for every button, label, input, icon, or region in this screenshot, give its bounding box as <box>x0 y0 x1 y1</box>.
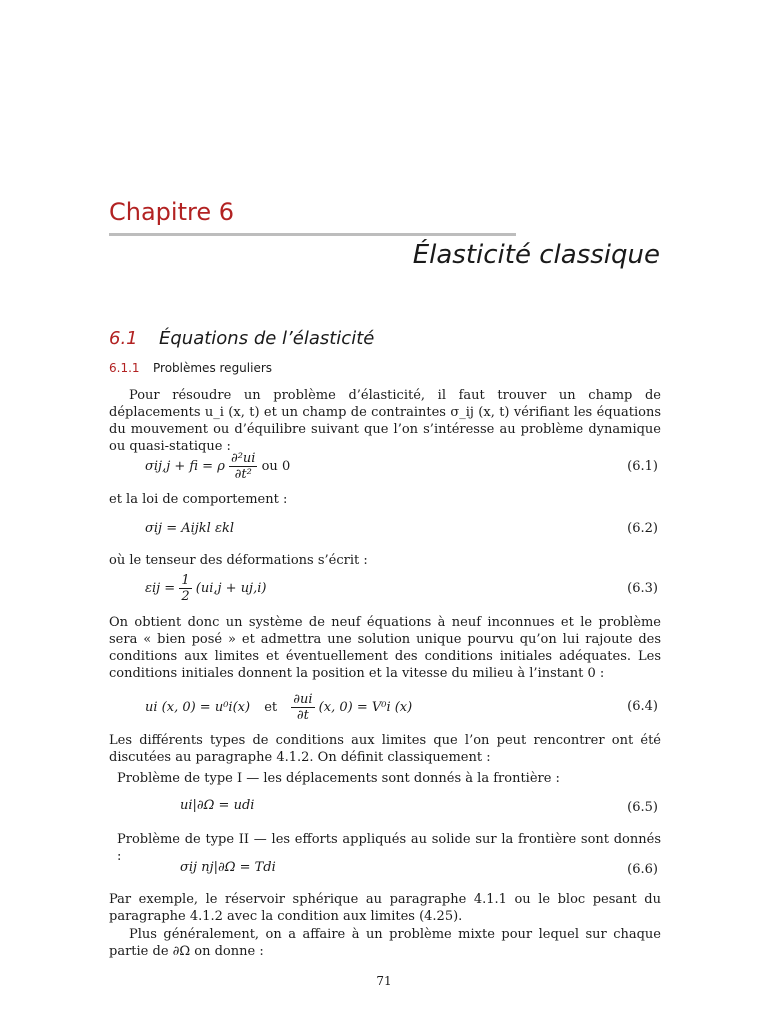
equation-connector: et <box>264 700 278 715</box>
paragraph: Plus généralement, on a affaire à un problème mixte pour lequel sur chaque partie de ∂Ω on donne : <box>109 927 661 959</box>
section-title: Équations de l’élasticité <box>159 328 375 349</box>
paragraph: On obtient donc un système de neuf équations à neuf inconnues et le problème sera « bien posé » et admettra une solution unique pourvu qu’on lui rajoute des conditions aux limites et éventuellement des conditions initiales adéquates. Les conditions initiales donnent la position et la vitesse du milieu à l’instant 0 : <box>109 615 661 681</box>
equation-6-5: ui|∂Ω = udi <box>180 798 255 813</box>
equation-number: (6.2) <box>627 521 658 536</box>
fraction-denominator: 2 <box>181 589 190 604</box>
subsection-title: Problèmes reguliers <box>153 361 273 375</box>
equation-lhs: σij,j + fi = ρ <box>145 459 225 474</box>
equation-tail: (ui,j + uj,i) <box>195 581 267 596</box>
paragraph: où le tenseur des déformations s’écrit : <box>109 553 368 568</box>
fraction <box>179 573 191 604</box>
equation-6-1 <box>145 451 290 482</box>
section-number: 6.1 <box>109 328 138 349</box>
equation-6-4 <box>145 692 412 723</box>
fraction <box>229 451 257 482</box>
chapter-rule <box>109 233 516 236</box>
equation-tail: ou 0 <box>261 459 291 474</box>
paragraph: Par exemple, le réservoir sphérique au paragraphe 4.1.1 ou le bloc pesant du paragraphe 4.1.2 avec la condition aux limites (4.25). <box>109 892 661 924</box>
paragraph: Les différents types de conditions aux limites que l’on peut rencontrer ont été discutées au paragraphe 4.1.2. On définit classiquement : <box>109 733 661 765</box>
paragraph: et la loi de comportement : <box>109 492 288 507</box>
fraction-denominator: ∂t <box>296 708 309 723</box>
equation-6-6: σij nj|∂Ω = Tdi <box>180 860 276 875</box>
fraction-numerator: 1 <box>181 573 190 588</box>
fraction-denominator: ∂t² <box>234 467 252 482</box>
paragraph: Problème de type II — les efforts appliqués au solide sur la frontière sont donnés : <box>117 832 661 864</box>
paragraph: Pour résoudre un problème d’élasticité, il faut trouver un champ de déplacements u_i (x, t) et un champ de contraintes σ_ij (x, t) vérifiant les équations du mouvement ou d’équilibre suivant que l’on s’intéresse au problème dynamique ou quasi-statique : <box>109 388 661 454</box>
equation-number: (6.1) <box>627 459 658 474</box>
equation-number: (6.3) <box>627 581 658 596</box>
fraction-numerator: ∂ui <box>293 692 313 707</box>
equation-lhs: εij = <box>145 581 176 596</box>
fraction <box>291 692 314 723</box>
equation-number: (6.5) <box>627 800 658 815</box>
page-number: 71 <box>376 974 392 988</box>
fraction-numerator: ∂²ui <box>231 451 256 466</box>
equation-number: (6.4) <box>627 699 658 714</box>
paragraph: Problème de type I — les déplacements sont donnés à la frontière : <box>117 771 560 786</box>
equation-6-2: σij = Aijkl εkl <box>145 521 234 536</box>
equation-6-3 <box>145 573 266 604</box>
equation-part1: ui (x, 0) = u⁰i(x) <box>145 700 251 715</box>
equation-number: (6.6) <box>627 862 658 877</box>
chapter-title: Élasticité classique <box>412 240 660 270</box>
equation-part2: (x, 0) = V⁰i (x) <box>318 700 413 715</box>
subsection-number: 6.1.1 <box>109 361 140 375</box>
chapter-label: Chapitre 6 <box>109 198 234 226</box>
